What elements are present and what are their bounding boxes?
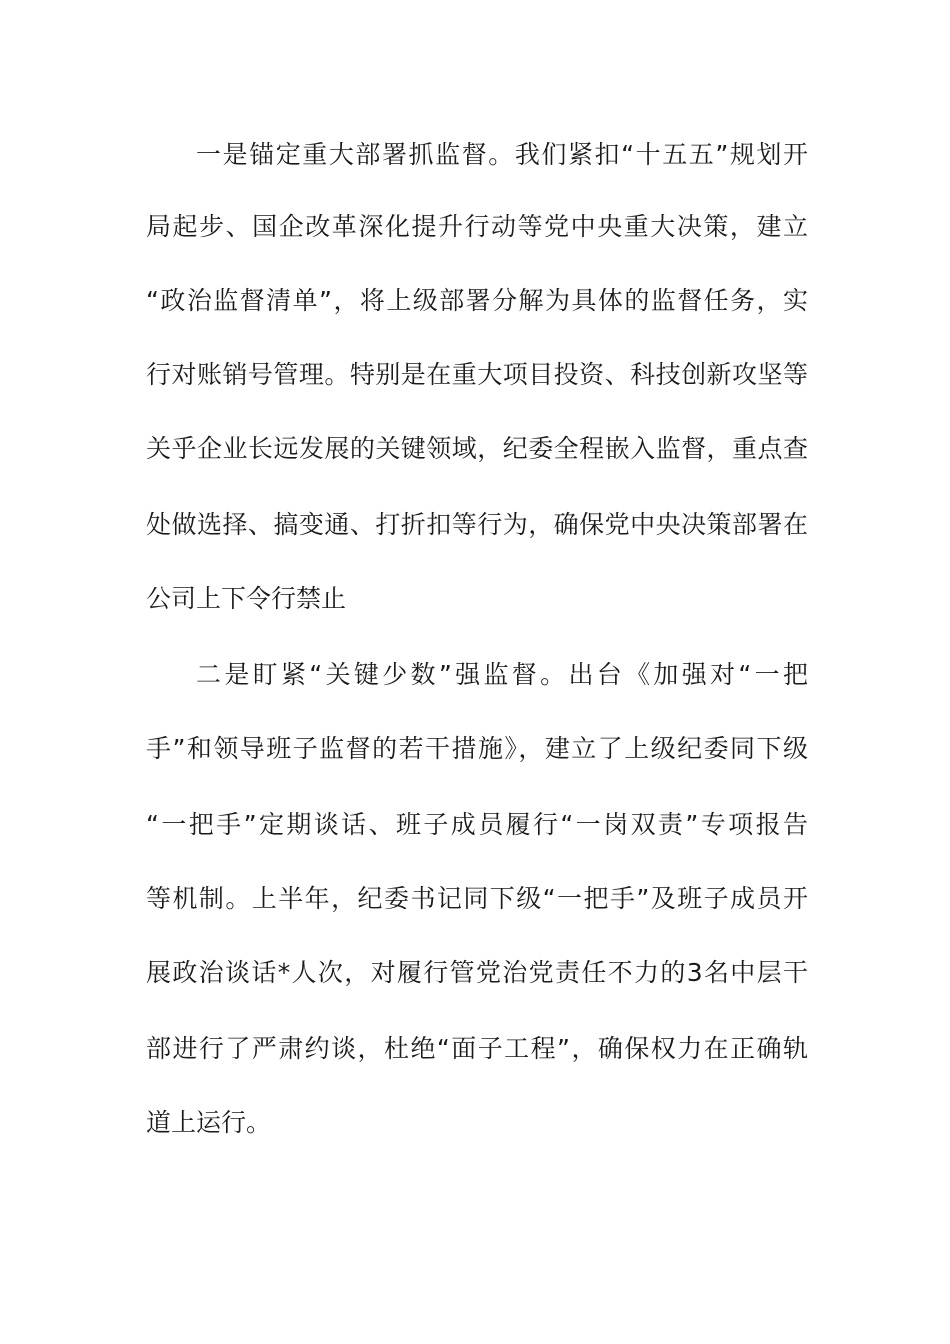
- paragraph-1-line-5: 关乎企业长远发展的关键领域，纪委全程嵌入监督，重点查: [146, 434, 808, 463]
- paragraph-2-line-4: 等机制。上半年，纪委书记同下级“一把手”及班子成员开: [146, 884, 808, 913]
- paragraph-1-line-1: 一是锚定重大部署抓监督。我们紧扣“十五五”规划开: [196, 140, 808, 169]
- paragraph-2-line-2: 手”和领导班子监督的若干措施》，建立了上级纪委同下级: [146, 734, 808, 763]
- paragraph-2-line-7: 道上运行。: [146, 1108, 272, 1137]
- paragraph-1-line-6: 处做选择、搞变通、打折扣等行为，确保党中央决策部署在: [146, 510, 808, 539]
- paragraph-2-line-1: 二是盯紧“关键少数”强监督。出台《加强对“一把: [196, 660, 808, 689]
- paragraph-2-line-5: 展政治谈话*人次，对履行管党治党责任不力的3名中层干: [146, 958, 808, 987]
- paragraph-1-line-3: “政治监督清单”，将上级部署分解为具体的监督任务，实: [146, 286, 808, 315]
- paragraph-1-line-4: 行对账销号管理。特别是在重大项目投资、科技创新攻坚等: [146, 360, 808, 389]
- paragraph-1-line-2: 局起步、国企改革深化提升行动等党中央重大决策，建立: [146, 212, 808, 241]
- paragraph-2-line-3: “一把手”定期谈话、班子成员履行“一岗双责”专项报告: [146, 810, 808, 839]
- paragraph-2-line-6: 部进行了严肃约谈，杜绝“面子工程”，确保权力在正确轨: [146, 1034, 808, 1063]
- paragraph-1-line-7: 公司上下令行禁止: [146, 584, 347, 613]
